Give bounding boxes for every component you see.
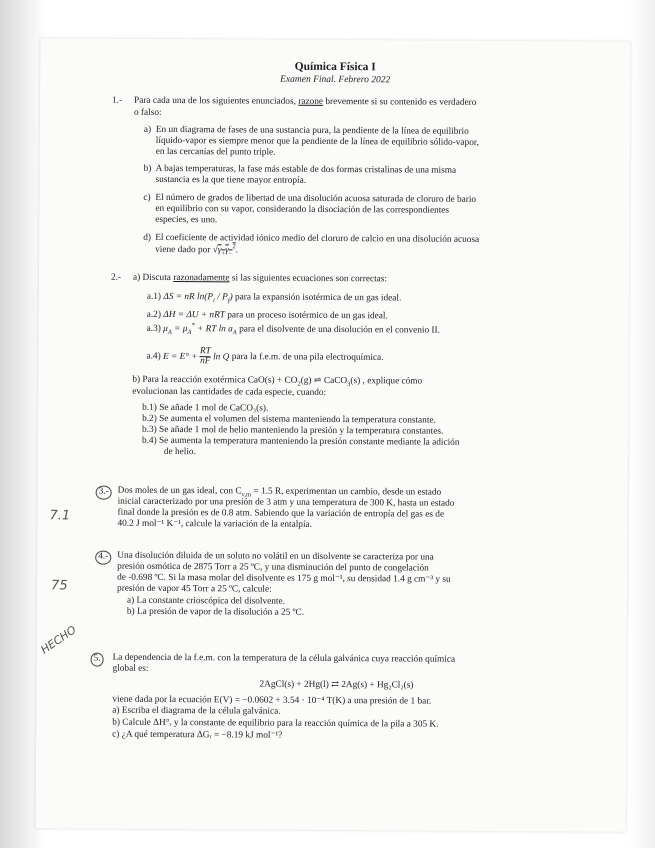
q2-a3-text: para el disolvente de una disolución en el convenio II. <box>239 324 440 336</box>
q3-line-4: 40.2 J mol⁻¹ K⁻¹, calcule la variación de la entalpía. <box>117 518 313 530</box>
q4-line-1: Una disolución diluida de un soluto no volátil en un disolvente se caracteriza por una <box>117 550 434 563</box>
q3-line-3: final donde la presión es de 0.8 atm. Sabiendo que la variación de entropía del gas es de <box>117 507 445 520</box>
q1-number: 1.- <box>112 95 123 106</box>
q2-a-intro-underlined: razonadamente <box>173 273 230 284</box>
q5-line-3: viene dada por la ecuación E(V) = −0.0602 + 3.54 · 10⁻⁴ T(K) a una presión de 1 bar. <box>112 694 432 707</box>
q4-handwritten-note: 75 <box>51 578 68 594</box>
q5-c: c) ¿A qué temperatura ΔGᵣ = −8.19 kJ mol⁻¹? <box>112 729 283 741</box>
q2-a2-label: a.2) <box>146 309 161 320</box>
exam-sheet <box>36 38 631 832</box>
q5-handwritten-note: HECHO <box>38 623 79 657</box>
q1-a-line-1: En un diagrama de fases de una sustancia pura, la pendiente de la línea de equilibrio <box>155 124 469 137</box>
q4-line-2: presión osmótica de 2875 Torr a 25 ºC, y una disminución del punto de congelación <box>117 561 429 574</box>
q2-b3: b.3) Se añade 1 mol de helio manteniendo la presión y la temperatura constantes. <box>141 424 444 437</box>
q2-b-reaction: $CaO(s) + CO_2(g)$ ⇌ CaCO$_3$(s) <box>247 375 361 388</box>
q2-a1-equation: ΔS = nR $\ln(P_i / P_f)$ <box>163 291 233 305</box>
q1-c-line-1: El número de grados de libertad de una disolución acuosa saturada de cloruro de bario <box>155 192 477 205</box>
q3-handwritten-note: 7.1 <box>49 508 71 524</box>
exam-subtitle: Examen Final. Febrero 2022 <box>280 74 391 86</box>
q2-b-intro: b) Para la reacción exotérmica <box>132 374 246 386</box>
q2-a-intro-text: Discuta <box>142 272 171 284</box>
q1-c-line-2: en equilibrio con su vapor, considerando la disociación de las correspondientes <box>155 203 450 216</box>
q2-b4-line-2: de helio. <box>163 446 196 458</box>
q2-a1 <box>147 292 402 305</box>
q1-intro-text: Para cada una de los siguientes enunciados, <box>134 95 296 107</box>
q1-a-label: a) <box>143 124 152 135</box>
q1-d-label: d) <box>143 232 151 243</box>
q2-a1-label: a.1) <box>146 291 162 302</box>
q2-number: 2.- <box>110 272 122 283</box>
exam-content <box>36 38 631 832</box>
q1-b-line-2: sustancia es la que tiene mayor entropía. <box>155 174 307 186</box>
q1-c-label: c) <box>143 192 151 203</box>
q5-reaction-left: 2AgCl(s) + 2Hg(l) <box>259 679 329 690</box>
q4-b: b) La presión de vapor de la disolución a 25 ºC. <box>126 606 305 618</box>
q2-a1-text: para la expansión isotérmica de un gas ideal. <box>235 292 402 304</box>
q2-b-line-2: evolucionan las cantidades de cada especie, cuando: <box>132 386 327 398</box>
q2-a2 <box>147 310 388 323</box>
q3-line-1: Dos moles de un gas ideal, con $C_{v,m} = 1.5$ R, experimentan un cambio, desde un estado <box>117 485 442 499</box>
q2-b4-line-1: b.4) Se aumenta la temperatura manteniendo la presión constante mediante la adición <box>141 435 460 448</box>
q1-a-line-2: líquido-vapor es siempre menor que la pendiente de la línea de equilibrio sólido-vapor, <box>155 135 479 148</box>
q2-a-intro-text-2: si las siguientes ecuaciones son correctas: <box>231 273 388 285</box>
q5-line-2: global es: <box>112 663 149 674</box>
q2-a2-equation: ΔH = ΔU + nRT <box>163 309 225 321</box>
q2-a4 <box>146 347 383 367</box>
q1-intro-text-2: brevemente si su contenido es verdadero <box>325 96 477 108</box>
q2-a3-equation: $\mu_A = \mu_A^*$ + RT $\ln a_A$ <box>163 322 237 337</box>
q2-a3 <box>147 324 440 337</box>
q5-reaction <box>186 679 486 692</box>
q5-b: b) Calcule ΔH°ᵣ y la constante de equilibrio para la reacción química de la pila a 305 K. <box>112 717 439 730</box>
q2-a4-equation: E = E° + $\frac{RT}{nF}$ ln Q <box>162 346 230 367</box>
q1-d-line-1: El coeficiente de actividad iónico medio del cloruro de calcio en una disolución acuosa <box>155 232 480 245</box>
q2-a-intro <box>133 273 387 286</box>
q1-b-label: b) <box>143 163 152 174</box>
equilibrium-arrow-icon: ⇄ <box>331 679 339 691</box>
q1-b-line-1: A bajas temperaturas, la fase más estable de dos formas cristalinas de una misma <box>155 163 457 176</box>
q2-a-label: a) <box>132 272 141 283</box>
q2-a2-text: para un proceso isotérmico de un gas ideal. <box>227 310 388 322</box>
q1-c-line-3: especies, es uno. <box>155 214 218 226</box>
q4-a: a) La constante crioscópica del disolvente. <box>126 595 285 607</box>
q2-b1: b.1) Se añade 1 mol de CaCO₃(s). <box>142 402 269 414</box>
q2-b-intro-2: , explique cómo <box>362 376 423 387</box>
exam-title: Química Física I <box>294 60 376 74</box>
q2-b2: b.2) Se aumenta el volumen del sistema manteniendo la temperatura constante. <box>142 413 436 426</box>
q5-line-1: La dependencia de la f.e.m. con la temperatura de la célula galvánica cuya reacción química <box>112 652 456 665</box>
q5-number-circled: 5. <box>91 653 104 667</box>
q2-a3-label: a.3) <box>146 323 161 334</box>
q4-number-circled: 4.- <box>95 551 111 565</box>
q1-intro <box>134 96 614 111</box>
q4-line-3: de -0.698 ºC. Si la masa molar del disolvente es 175 g mol⁻¹, su densidad 1.4 g cm⁻³ y su <box>117 572 451 585</box>
q3-line-2: inicial caracterizado por una presión de 3 atm y una temperatura de 300 K, hasta un estado <box>117 496 455 509</box>
q5-reaction-right: 2Ag(s) + Hg₂Cl₂(s) <box>341 680 414 691</box>
q4-line-4: presión de vapor 45 Torr a 25 ºC, calcule: <box>117 583 272 595</box>
q1-d-text: viene dado por <box>155 244 211 256</box>
q2-a4-label: a.4) <box>146 351 161 362</box>
q2-a4-text: para la f.e.m. de una pila electroquímica. <box>231 352 384 363</box>
q3-number-circled: 3.- <box>96 486 112 500</box>
q3-line-1-text: Dos moles de un gas ideal, con C <box>117 485 242 497</box>
q1-a-line-3: en las cercanías del punto triple. <box>155 146 276 158</box>
q1-intro-underlined: razone <box>298 96 324 107</box>
q1-intro-line-2: o falso: <box>133 107 162 118</box>
q3-line-1-text-2: = 1.5 R, experimentan un cambio, desde un estado <box>251 486 442 498</box>
q1-d-line-2 <box>155 245 238 257</box>
q5-a: a) Escriba el diagrama de la célula galvánica. <box>112 705 281 717</box>
mean-activity-coefficient-formula: $√\gamma_+\gamma_-^2$. <box>212 243 239 258</box>
